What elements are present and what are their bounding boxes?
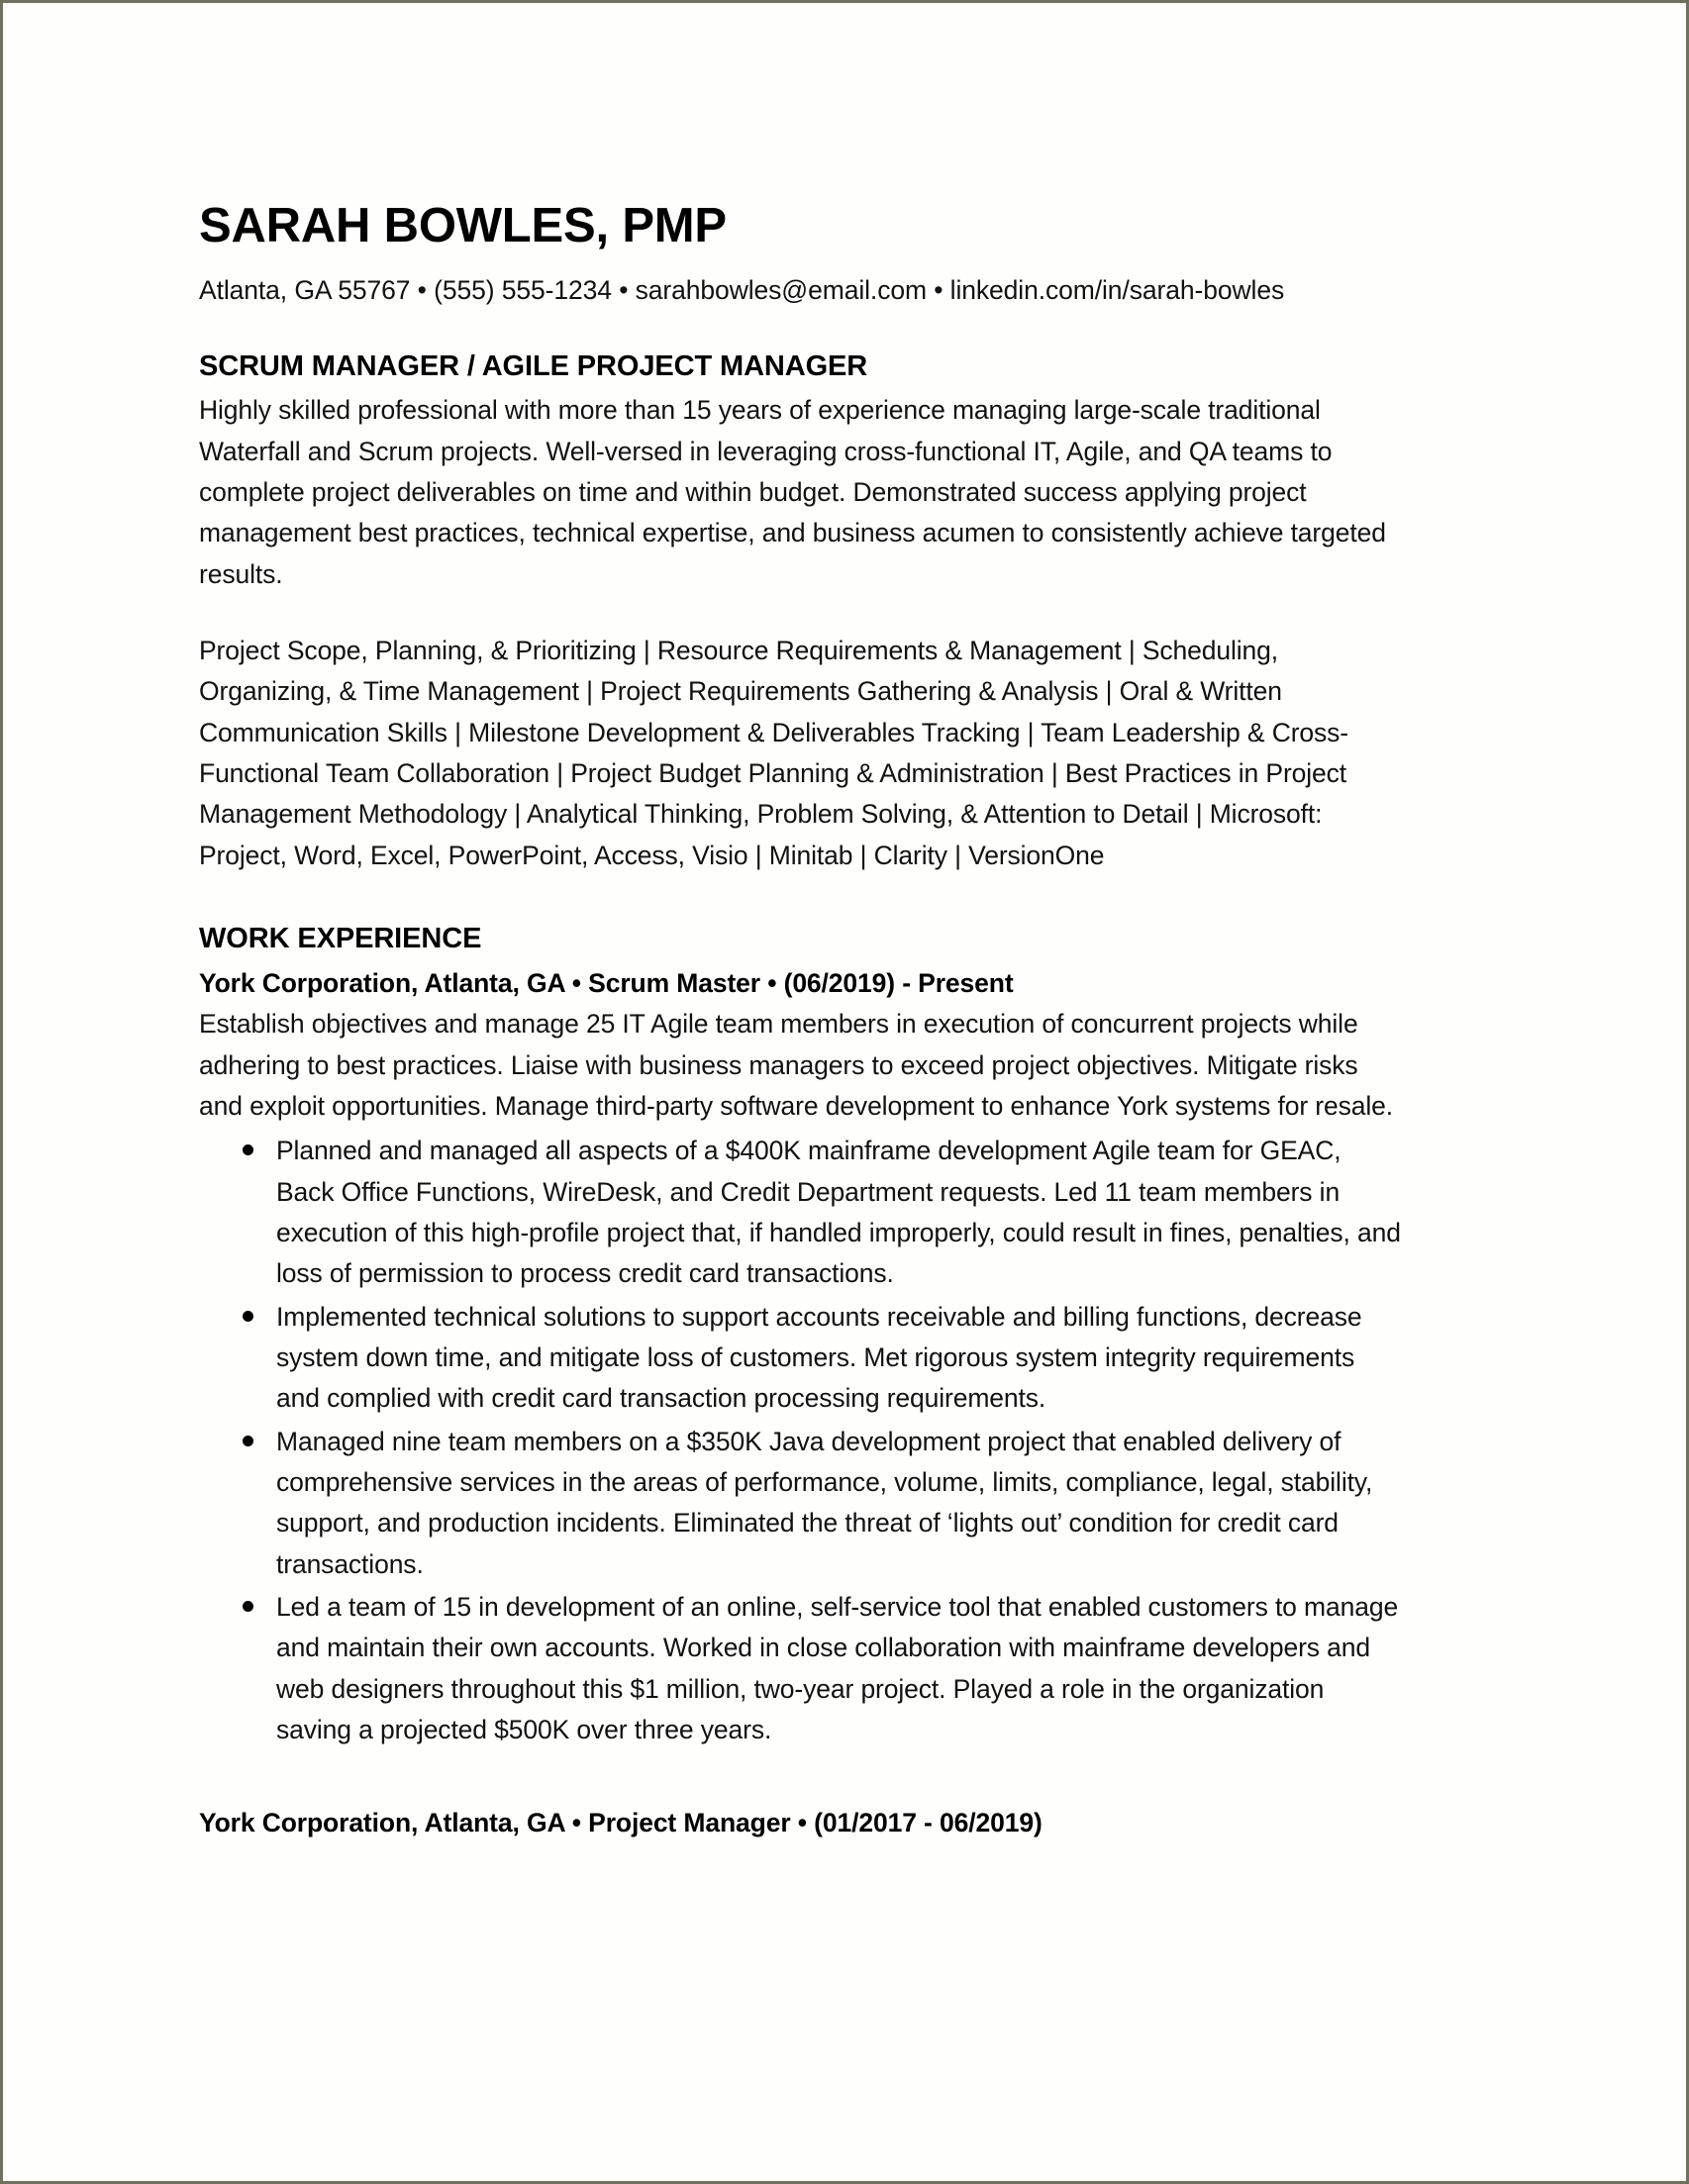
resume-content (199, 199, 1405, 1843)
bullet-dot-icon (243, 1436, 253, 1446)
contact-line: Atlanta, GA 55767 • (555) 555-1234 • sarahbowles@email.com • linkedin.com/in/sarah-bowles (199, 274, 1285, 305)
work-experience-heading: WORK EXPERIENCE (199, 922, 482, 954)
job-description-primary: Establish objectives and manage 25 IT Agile team members in execution of concurrent projects while adhering to best practices. Liaise with business managers to exceed project objectives. Mitigate risks and exploit opportunities. Manage third-party software development to enhance York systems for resale. (199, 1009, 1393, 1122)
job-bullet-list (199, 1131, 1405, 1750)
bullet-text: Managed nine team members on a $350K Java development project that enabled delivery of comprehensive services in the areas of performance, volume, limits, compliance, legal, stability, support, and production incidents. Eliminated the threat of ‘lights out’ condition for credit card transactions. (276, 1426, 1373, 1579)
summary-paragraph: Highly skilled professional with more than 15 years of experience managing large-scale traditional Waterfall and Scrum projects. Well-versed in leveraging cross-functional IT, Agile, and QA teams to complete project deliverables on time and within budget. Demonstrated success applying project management best practices, technical expertise, and business acumen to consistently achieve targeted results. (199, 395, 1386, 589)
bullet-dot-icon (243, 1311, 253, 1322)
bullet-text: Implemented technical solutions to support accounts receivable and billing functions, decrease system down time, and mitigate loss of customers. Met rigorous system integrity requirements and complied with credit card transaction processing requirements. (276, 1301, 1362, 1414)
job-header-secondary: York Corporation, Atlanta, GA • Project Manager • (01/2017 - 06/2019) (199, 1808, 1043, 1838)
bullet-text: Planned and managed all aspects of a $400K mainframe development Agile team for GEAC, Back Office Functions, WireDesk, and Credit Department requests. Led 11 team members in execution of this high-profile project that, if handled improperly, could result in fines, penalties, and loss of permission to process credit card transactions. (276, 1136, 1401, 1289)
core-competencies: Project Scope, Planning, & Prioritizing | Resource Requirements & Management | Scheduling, Organizing, & Time Management | Project Requirements Gathering & Analysis | Oral & Written Communication Skills | Milestone Development & Deliverables Tracking | Team Leadership & Cross-Functional Team Collaboration | Project Budget Planning & Administration | Best Practices in Project Management Methodology | Analytical Thinking, Problem Solving, & Attention to Detail | Microsoft: Project, Word, Excel, PowerPoint, Access, Visio | Minitab | Clarity | VersionOne (199, 635, 1349, 870)
professional-title: SCRUM MANAGER / AGILE PROJECT MANAGER (199, 349, 868, 382)
list-item (199, 1587, 1405, 1750)
page-surface (3, 3, 1686, 2181)
candidate-name: SARAH BOWLES, PMP (199, 199, 727, 252)
bullet-text: Led a team of 15 in development of an online, self-service tool that enabled customers to manage and maintain their own accounts. Worked in close collaboration with mainframe developers and web designers throughout this $1 million, two-year project. Played a role in the organization saving a projected $500K over three years. (276, 1591, 1399, 1744)
list-item (199, 1131, 1405, 1294)
list-item (199, 1297, 1405, 1420)
bullet-dot-icon (243, 1144, 253, 1155)
list-item (199, 1422, 1405, 1585)
job-header-primary: York Corporation, Atlanta, GA • Scrum Master • (06/2019) - Present (199, 968, 1014, 999)
bullet-dot-icon (243, 1601, 253, 1612)
